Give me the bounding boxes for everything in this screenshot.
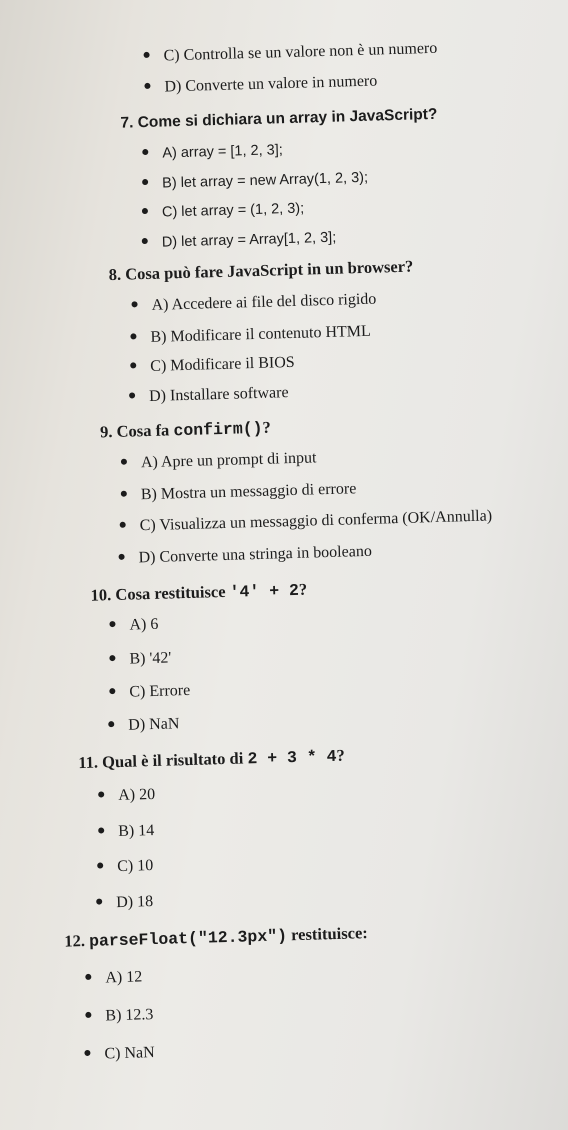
bullet-icon bbox=[142, 208, 148, 214]
bullet-icon bbox=[120, 522, 126, 528]
bullet-icon bbox=[85, 974, 91, 980]
bullet-icon bbox=[129, 393, 135, 399]
q10-option-b: B) '42' bbox=[109, 649, 171, 669]
bullet-icon bbox=[109, 688, 115, 694]
bullet-icon bbox=[109, 621, 115, 627]
q11-option-a: A) 20 bbox=[98, 786, 155, 806]
q7-option-c: C) let array = (1, 2, 3); bbox=[142, 201, 305, 222]
q8-option-a: A) Accedere ai file del disco rigido bbox=[131, 291, 376, 316]
bullet-icon bbox=[108, 721, 114, 727]
q11-option-b: B) 14 bbox=[98, 822, 154, 842]
bullet-icon bbox=[130, 334, 136, 340]
q8-option-b: B) Modificare il contenuto HTML bbox=[130, 323, 371, 348]
q9-option-c: C) Visualizza un messaggio di conferma (OK/Annulla) bbox=[120, 507, 493, 535]
bullet-icon bbox=[121, 491, 127, 497]
bullet-icon bbox=[142, 149, 148, 155]
q8-option-c: C) Modificare il BIOS bbox=[130, 354, 295, 377]
bullet-icon bbox=[144, 52, 150, 58]
q11-option-d: D) 18 bbox=[96, 893, 153, 913]
q7-option-d: D) let array = Array[1, 2, 3]; bbox=[142, 230, 337, 251]
q10-option-d: D) NaN bbox=[108, 715, 180, 735]
bullet-icon bbox=[142, 179, 148, 185]
q10-option-a: A) 6 bbox=[109, 616, 158, 635]
bullet-icon bbox=[97, 863, 103, 869]
bullet-icon bbox=[96, 899, 102, 905]
bullet-icon bbox=[130, 363, 136, 369]
bullet-icon bbox=[131, 302, 137, 308]
q8-option-d: D) Installare software bbox=[129, 384, 289, 406]
bullet-icon bbox=[142, 238, 148, 244]
bullet-icon bbox=[98, 792, 104, 798]
bullet-icon bbox=[144, 83, 150, 89]
q8-title: 8. Cosa può fare JavaScript in un browser? bbox=[108, 256, 414, 285]
bullet-icon bbox=[85, 1012, 91, 1018]
q6-option-d: D) Converte un valore in numero bbox=[144, 73, 377, 97]
q12-title: 12. parseFloat("12.3px") restituisce: bbox=[64, 923, 369, 951]
q6-option-c: C) Controlla se un valore non è un numero bbox=[143, 40, 437, 66]
q10-title: 10. Cosa restituisce '4' + 2? bbox=[90, 579, 308, 605]
q7-option-b: B) let array = new Array(1, 2, 3); bbox=[142, 170, 368, 192]
bullet-icon bbox=[121, 459, 127, 465]
q9-option-a: A) Apre un prompt di input bbox=[121, 449, 317, 472]
q9-option-d: D) Converte una stringa in booleano bbox=[118, 543, 372, 568]
q10-option-c: C) Errore bbox=[109, 682, 190, 702]
bullet-icon bbox=[98, 828, 104, 834]
bullet-icon bbox=[119, 554, 125, 560]
q9-option-b: B) Mostra un messaggio di errore bbox=[121, 480, 357, 505]
q11-option-c: C) 10 bbox=[97, 857, 153, 877]
q11-title: 11. Qual è il risultato di 2 + 3 * 4? bbox=[78, 745, 346, 773]
q12-option-b: B) 12.3 bbox=[85, 1006, 153, 1026]
q7-option-a: A) array = [1, 2, 3]; bbox=[142, 142, 283, 162]
q12-option-c: C) NaN bbox=[84, 1044, 155, 1064]
bullet-icon bbox=[109, 655, 115, 661]
q9-title: 9. Cosa fa confirm()? bbox=[99, 417, 272, 442]
q7-title: 7. Come si dichiara un array in JavaScript? bbox=[120, 105, 438, 132]
bullet-icon bbox=[84, 1050, 90, 1056]
q12-option-a: A) 12 bbox=[85, 968, 142, 988]
